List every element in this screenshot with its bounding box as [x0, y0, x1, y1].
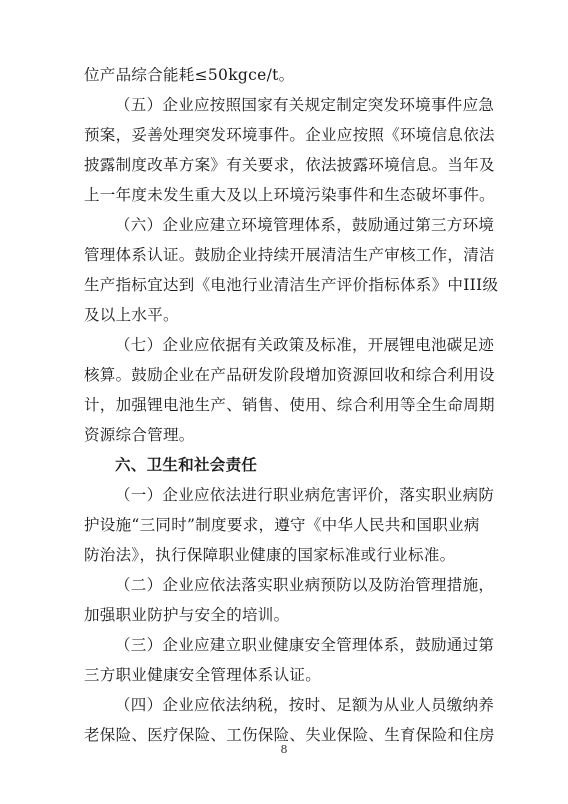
paragraph-item-1 — [84, 480, 495, 570]
paragraph-item-6 — [84, 210, 499, 330]
body-line: 防治法》，执行保障职业健康的国家标准或行业标准。 — [84, 546, 456, 564]
page-number: 8 — [280, 743, 288, 756]
paragraph-item-3 — [84, 630, 495, 690]
body-line: 预案，妥善处理突发环境事件。企业应按照《环境信息依法 — [84, 126, 495, 144]
body-line: 资源综合管理。 — [84, 426, 195, 444]
paragraph-item-5 — [84, 90, 495, 210]
body-line: （二）企业应依法落实职业病预防以及防治管理措施， — [115, 576, 495, 594]
body-line: （三）企业应建立职业健康安全管理体系，鼓励通过第 — [115, 636, 495, 654]
document-body — [84, 60, 499, 750]
body-line: 及以上水平。 — [84, 306, 179, 324]
body-line: 上一年度未发生重大及以上环境污染事件和生态破坏事件。 — [84, 186, 495, 204]
body-line: 披露制度改革方案》有关要求，依法披露环境信息。当年及 — [84, 156, 495, 174]
body-line: 核算。鼓励企业在产品研发阶段增加资源回收和综合利用设 — [84, 366, 495, 384]
paragraph-item-2 — [84, 570, 495, 630]
body-line: 位产品综合能耗≤50kgce/t。 — [84, 66, 295, 84]
section-heading: 六、卫生和社会责任 — [115, 456, 258, 474]
body-line: 老保险、医疗保险、工伤保险、失业保险、生育保险和住房 — [84, 726, 495, 744]
body-line: 护设施“三同时”制度要求，遵守《中华人民共和国职业病 — [84, 516, 480, 534]
body-line: （一）企业应依法进行职业病危害评价，落实职业病防 — [115, 486, 495, 504]
body-line: 加强职业防护与安全的培训。 — [84, 606, 290, 624]
body-line: 生产指标宜达到《电池行业清洁生产评价指标体系》中III级 — [84, 276, 499, 294]
body-line: 计，加强锂电池生产、销售、使用、综合利用等全生命周期 — [84, 396, 495, 414]
paragraph-item-4 — [84, 690, 495, 750]
body-line: （四）企业应依法纳税，按时、足额为从业人员缴纳养 — [115, 696, 495, 714]
body-line: 管理体系认证。鼓励企业持续开展清洁生产审核工作，清洁 — [84, 246, 495, 264]
body-line: （七）企业应依据有关政策及标准，开展锂电池碳足迹 — [115, 336, 495, 354]
body-line: （五）企业应按照国家有关规定制定突发环境事件应急 — [115, 96, 495, 114]
body-line: （六）企业应建立环境管理体系，鼓励通过第三方环境 — [115, 216, 495, 234]
paragraph-item-7 — [84, 330, 495, 450]
body-line: 三方职业健康安全管理体系认证。 — [84, 666, 322, 684]
